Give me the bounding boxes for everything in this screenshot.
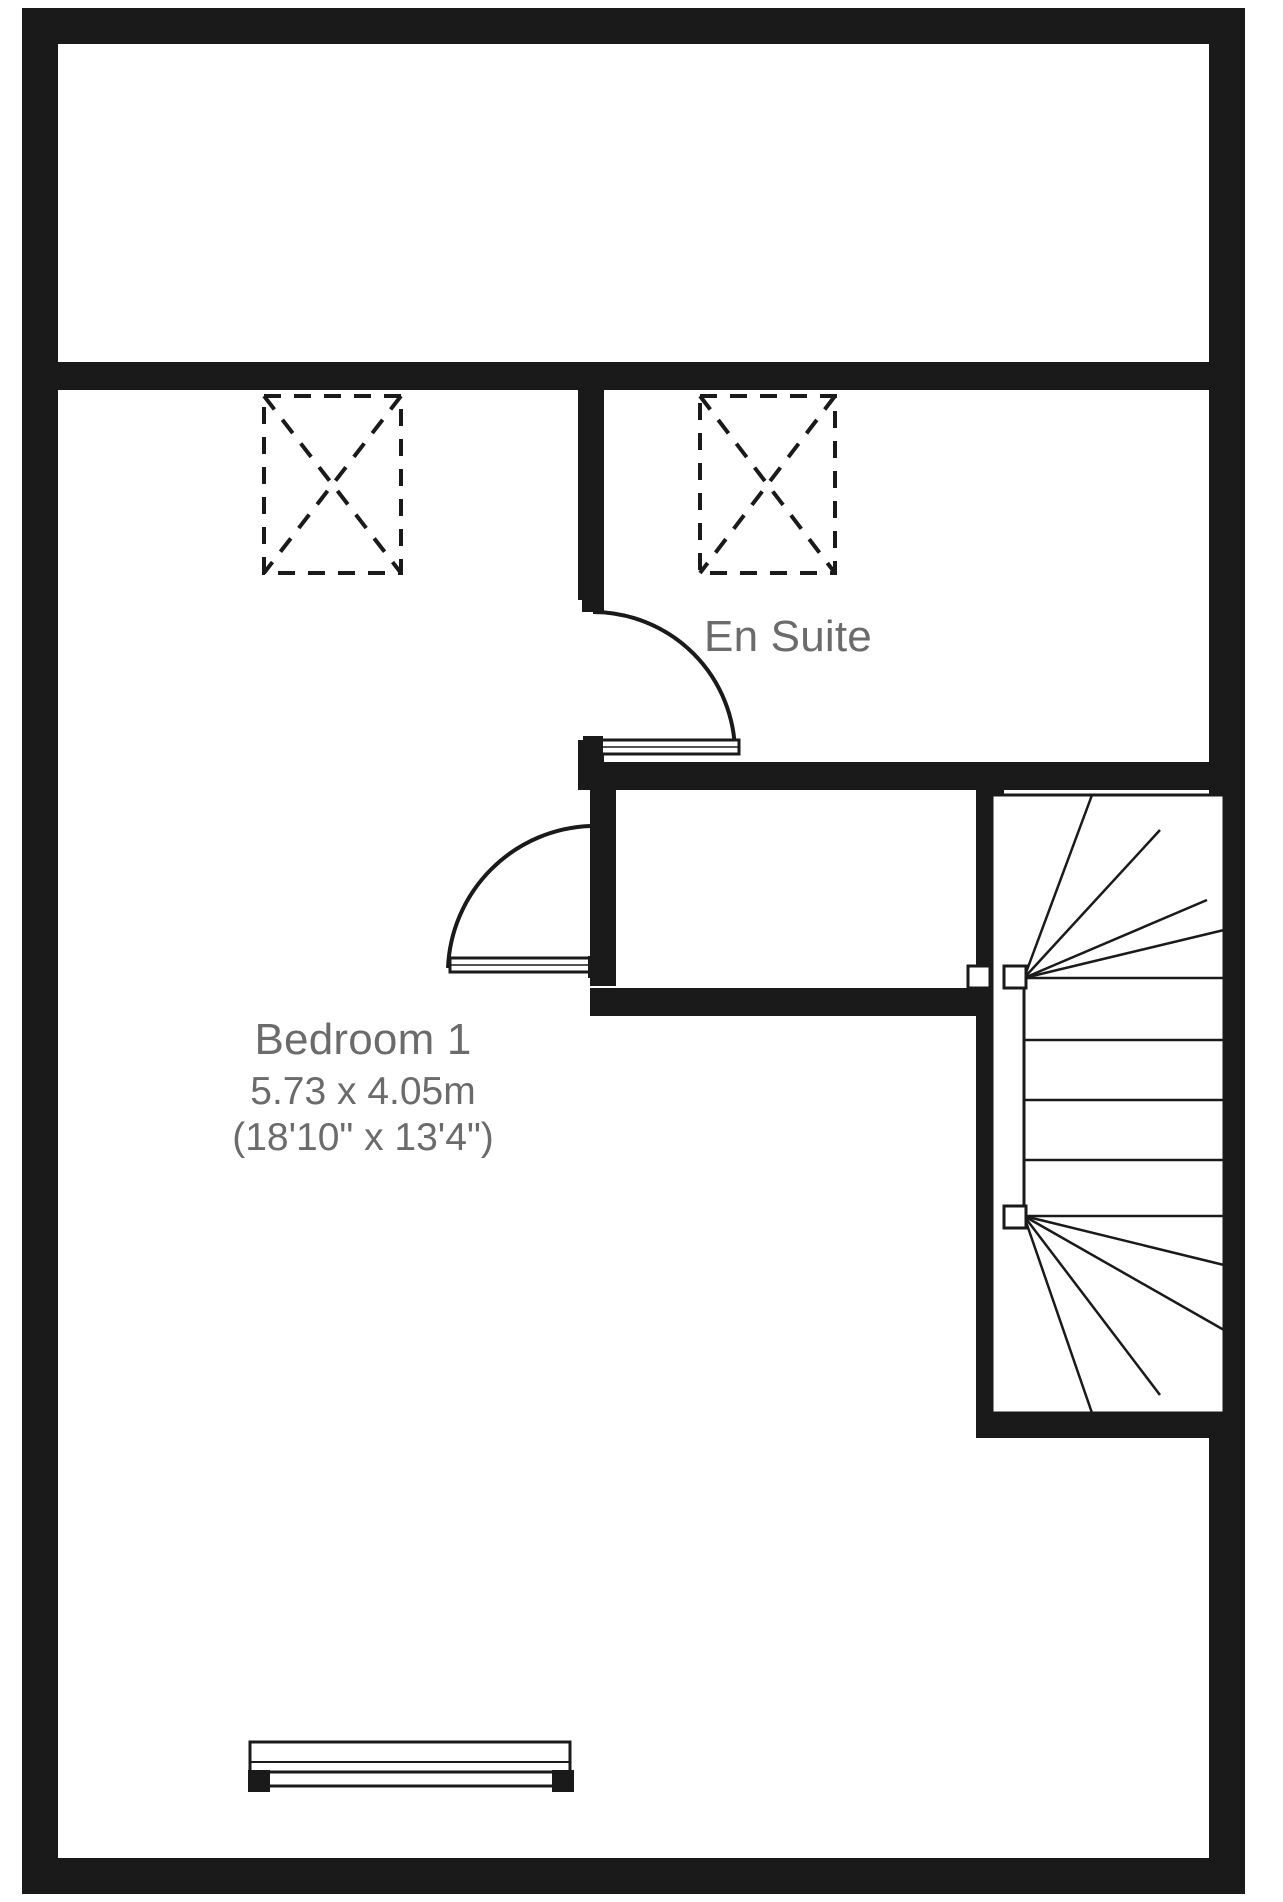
door-bedroom (448, 818, 612, 978)
stairs (968, 795, 1224, 1413)
wardrobe-left-icon (264, 396, 401, 573)
void-divider-wall (22, 362, 1245, 390)
room-name-ensuite: En Suite (704, 612, 872, 661)
wardrobe-right-icon (700, 396, 835, 573)
room-name-bedroom-1: Bedroom 1 (254, 1015, 472, 1064)
room-label-bedroom-1 (123, 1015, 603, 1160)
room-dimensions-imperial-bedroom-1: (18'10" x 13'4") (232, 1115, 494, 1159)
window-bottom (248, 1742, 574, 1792)
room-label-ensuite (628, 612, 948, 661)
room-dimensions-metric-bedroom-1: 5.73 x 4.05m (250, 1070, 476, 1114)
